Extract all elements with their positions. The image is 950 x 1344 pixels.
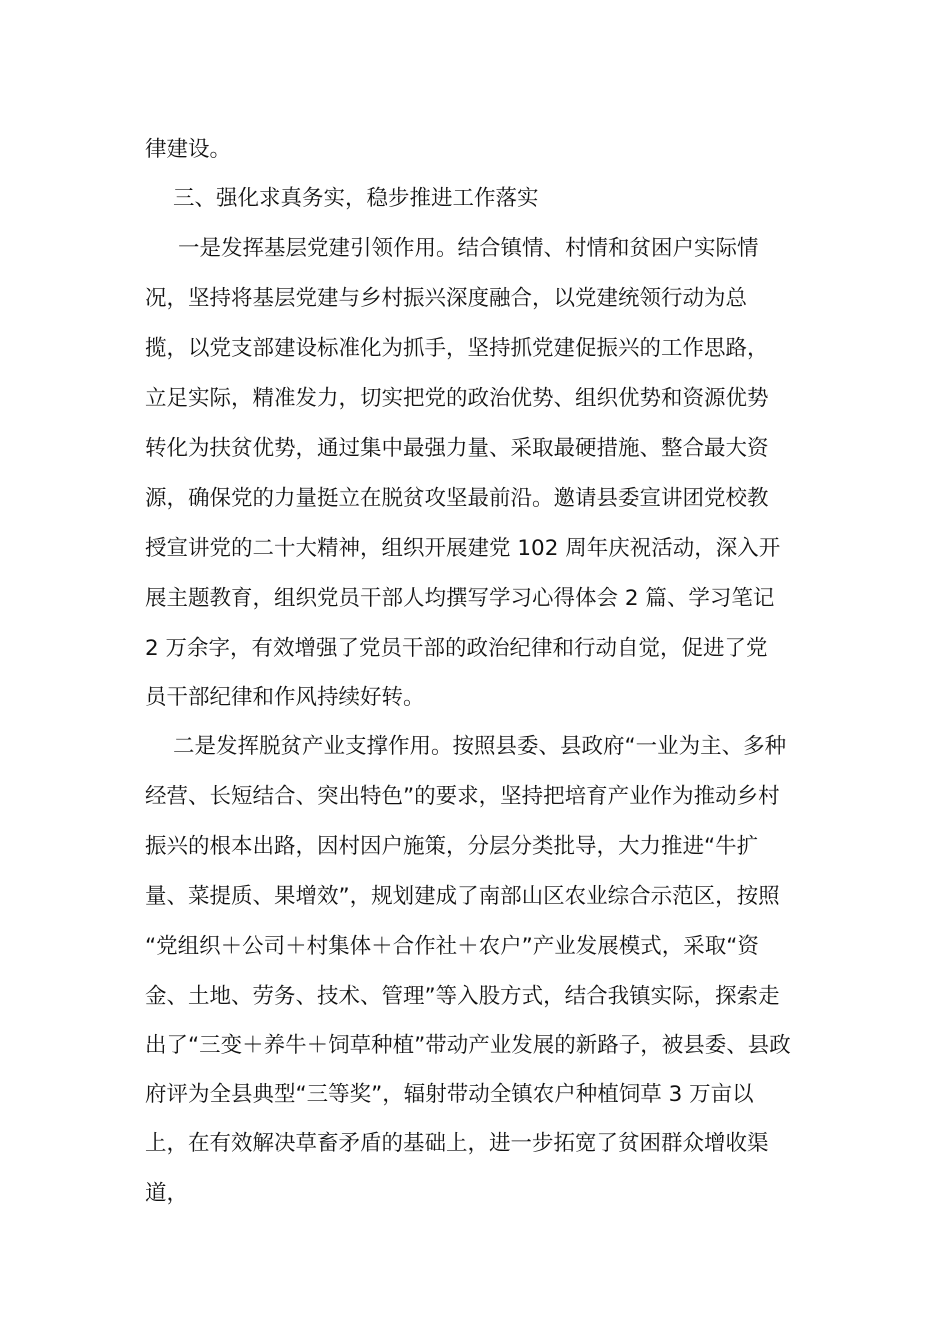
- paragraph-line: [0, 524, 950, 574]
- line-text: 揽，以党支部建设标准化为抓手，坚持抓党建促振兴的工作思路，: [145, 336, 769, 361]
- paragraph-line: [0, 274, 950, 324]
- line-text: 员干部纪律和作风持续好转。: [145, 685, 425, 710]
- paragraph-line: [0, 972, 950, 1022]
- paragraph-line: [0, 224, 950, 274]
- line-text: 府评为全县典型“三等奖”，辐射带动全镇农户种植饲草 3 万亩以: [145, 1082, 754, 1107]
- line-text: 源，确保党的力量挺立在脱贫攻坚最前沿。邀请县委宣讲团党校教: [145, 486, 769, 511]
- paragraph-line: [0, 424, 950, 474]
- line-text: 道，: [145, 1181, 189, 1206]
- paragraph-line: [0, 722, 950, 772]
- line-text: 经营、长短结合、突出特色”的要求，坚持把培育产业作为推动乡村: [145, 784, 780, 809]
- line-text: 金、土地、劳务、技术、管理”等入股方式，结合我镇实际，探索走: [145, 984, 780, 1009]
- paragraph-line: [0, 624, 950, 674]
- paragraph-line: [0, 574, 950, 624]
- line-text: 展主题教育，组织党员干部人均撰写学习心得体会 2 篇、学习笔记: [145, 586, 775, 611]
- paragraph-line: [0, 1119, 950, 1169]
- line-text: 立足实际，精准发力，切实把党的政治优势、组织优势和资源优势: [145, 386, 769, 411]
- paragraph-line: [0, 922, 950, 972]
- line-text: 2 万余字，有效增强了党员干部的政治纪律和行动自觉，促进了党: [145, 636, 768, 661]
- line-text: 授宣讲党的二十大精神，组织开展建党 102 周年庆祝活动，深入开: [145, 536, 781, 561]
- paragraph-line: [0, 772, 950, 822]
- paragraph-line: [0, 872, 950, 922]
- paragraph-line: [0, 324, 950, 374]
- section-heading: [0, 174, 950, 224]
- paragraph-line: [0, 1070, 950, 1120]
- line-text: 出了“三变＋养牛＋饲草种植”带动产业发展的新路子，被县委、县政: [145, 1033, 791, 1058]
- line-text: 律建设。: [145, 137, 232, 162]
- paragraph-line: [0, 374, 950, 424]
- line-text: “党组织＋公司＋村集体＋合作社＋农户”产业发展模式，采取“资: [145, 934, 759, 959]
- line-text: 一是发挥基层党建引领作用。结合镇情、村情和贫困户实际情: [178, 236, 759, 261]
- line-text: 量、菜提质、果增效”，规划建成了南部山区农业综合示范区，按照: [145, 884, 780, 909]
- line-text: 转化为扶贫优势，通过集中最强力量、采取最硬措施、整合最大资: [145, 436, 769, 461]
- line-text: 振兴的根本出路，因村因户施策，分层分类批导，大力推进“牛扩: [145, 834, 759, 859]
- line-text: 二是发挥脱贫产业支撑作用。按照县委、县政府“一业为主、多种: [173, 734, 787, 759]
- section-heading-text: 三、强化求真务实，稳步推进工作落实: [173, 186, 539, 211]
- paragraph-line: [0, 474, 950, 524]
- paragraph-line: [0, 1021, 950, 1071]
- line-text: 上，在有效解决草畜矛盾的基础上，进一步拓宽了贫困群众增收渠: [145, 1131, 769, 1156]
- line-text: 况，坚持将基层党建与乡村振兴深度融合，以党建统领行动为总: [145, 286, 748, 311]
- paragraph-line: [0, 673, 950, 723]
- paragraph-line: [0, 125, 950, 175]
- paragraph-line: [0, 1169, 950, 1219]
- paragraph-line: [0, 822, 950, 872]
